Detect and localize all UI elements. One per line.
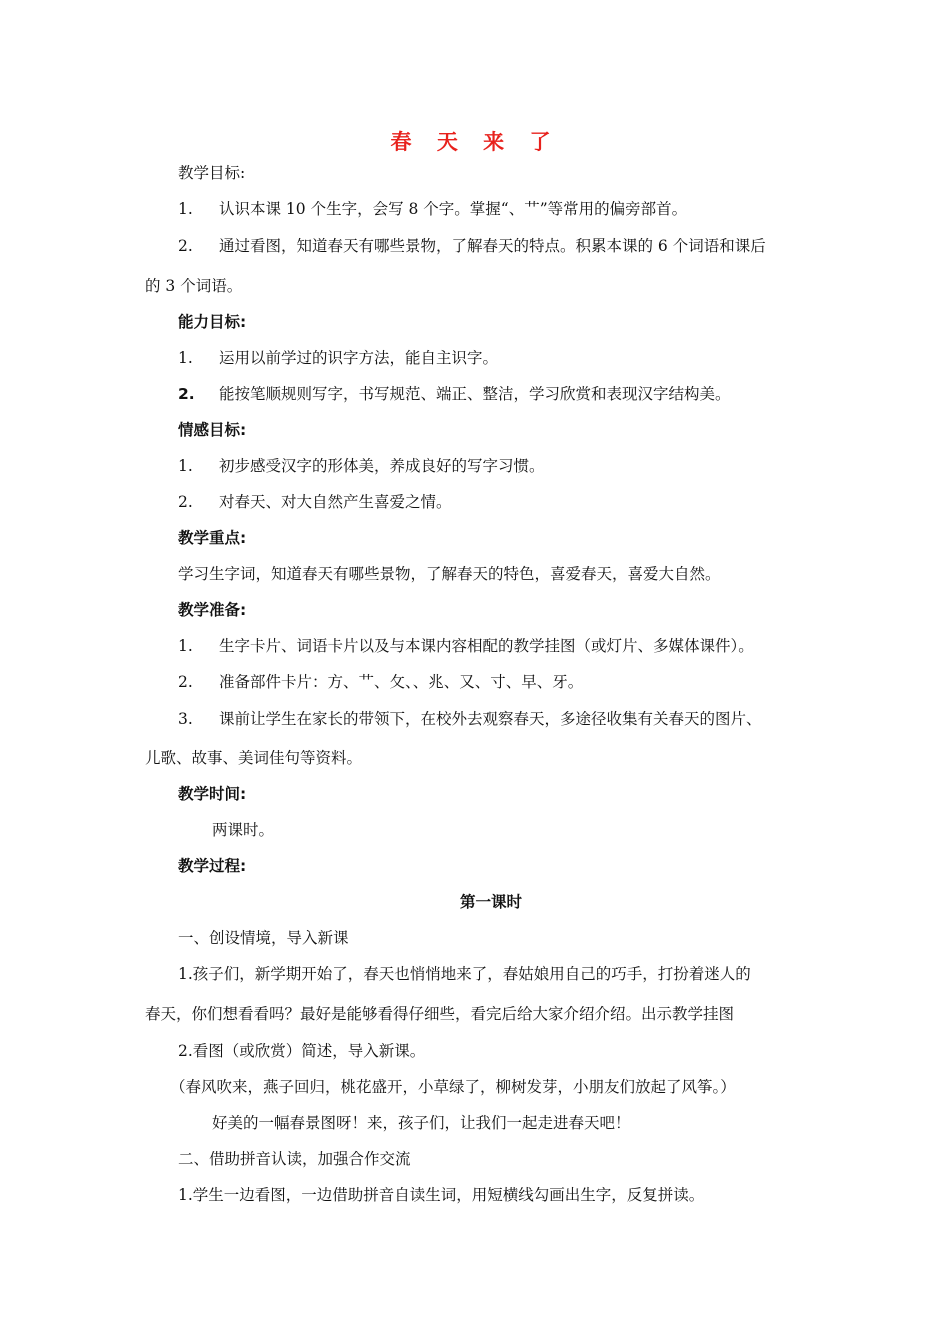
section-1-paragraph-1: 1.孩子们，新学期开始了，春天也悄悄地来了，春姑娘用自己的巧手，打扮着迷人的 [178, 965, 751, 983]
emotion-item-2-text: 对春天、对大自然产生喜爱之情。 [219, 493, 452, 511]
goal-item-2-continuation: 的 3 个词语。 [145, 277, 243, 295]
prep-item-2-text: 准备部件卡片：方、艹、攵、、兆、又、寸、早、牙。 [219, 673, 584, 691]
goal-item-1-text: 认识本课 10 个生字，会写 8 个字。掌握“、艹”等常用的偏旁部首。 [219, 200, 688, 218]
teaching-goals-heading: 教学目标: [178, 164, 246, 182]
teaching-focus-text: 学习生字词，知道春天有哪些景物，了解春天的特色，喜爱春天，喜爱大自然。 [178, 565, 721, 583]
ability-item-2-text: 能按笔顺规则写字，书写规范、端正、整洁，学习欣赏和表现汉字结构美。 [219, 385, 731, 403]
prep-item-1-text: 生字卡片、词语卡片以及与本课内容相配的教学挂图（或灯片、多媒体课件）。 [219, 637, 754, 655]
ability-item-2 [178, 384, 731, 404]
teaching-time-text: 两课时。 [212, 821, 275, 839]
prep-item-1 [178, 636, 754, 656]
prep-item-3 [178, 709, 762, 729]
emotion-item-1-text: 初步感受汉字的形体美，养成良好的写字习惯。 [219, 457, 545, 475]
emotion-goals-heading: 情感目标: [178, 421, 247, 439]
emotion-item-2 [178, 492, 452, 512]
emotion-item-2-number: 2. [178, 493, 193, 511]
prep-item-2-number: 2. [178, 673, 193, 691]
emotion-item-1 [178, 456, 545, 476]
ability-item-1 [178, 348, 498, 368]
goal-item-2-text: 通过看图，知道春天有哪些景物，了解春天的特点。积累本课的 6 个词语和课后 [219, 237, 766, 255]
prep-item-1-number: 1. [178, 637, 193, 655]
section-1-paragraph-1-continuation: 春天，你们想看看吗？最好是能够看得仔细些，看完后给大家介绍介绍。出示教学挂图 [145, 1005, 735, 1023]
prep-item-3-continuation: 儿歌、故事、美词佳句等资料。 [145, 749, 363, 767]
section-1-paragraph-2: 2.看图（或欣赏）简述，导入新课。 [178, 1042, 426, 1060]
section-2-heading: 二、借助拼音认读，加强合作交流 [178, 1150, 411, 1168]
goal-item-1 [178, 199, 687, 219]
emotion-item-1-number: 1. [178, 457, 193, 475]
goal-item-2 [178, 236, 766, 256]
ability-item-1-number: 1. [178, 349, 193, 367]
ability-goals-heading: 能力目标: [178, 313, 247, 331]
teaching-focus-heading: 教学重点: [178, 529, 247, 547]
goal-item-1-number: 1. [178, 200, 193, 218]
document-title: 春 天 来 了 [390, 130, 560, 154]
goal-item-2-number: 2. [178, 237, 193, 255]
prep-item-2 [178, 672, 583, 692]
section-1-paragraph-3: （春风吹来，燕子回归，桃花盛开，小草绿了，柳树发芽，小朋友们放起了风筝。） [170, 1078, 736, 1096]
prep-item-3-number: 3. [178, 710, 193, 728]
prep-item-3-text: 课前让学生在家长的带领下，在校外去观察春天，多途径收集有关春天的图片、 [219, 710, 762, 728]
teaching-time-heading: 教学时间: [178, 785, 247, 803]
teaching-process-heading: 教学过程: [178, 857, 247, 875]
section-1-heading: 一、创设情境，导入新课 [178, 929, 349, 947]
ability-item-2-number: 2. [178, 385, 195, 403]
ability-item-1-text: 运用以前学过的识字方法，能自主识字。 [219, 349, 499, 367]
section-1-paragraph-4: 好美的一幅春景图呀！来，孩子们，让我们一起走进春天吧！ [212, 1114, 631, 1132]
lesson-1-heading: 第一课时 [459, 893, 522, 911]
section-2-paragraph-1: 1.学生一边看图，一边借助拼音自读生词，用短横线勾画出生字，反复拼读。 [178, 1186, 705, 1204]
teaching-prep-heading: 教学准备: [178, 601, 247, 619]
